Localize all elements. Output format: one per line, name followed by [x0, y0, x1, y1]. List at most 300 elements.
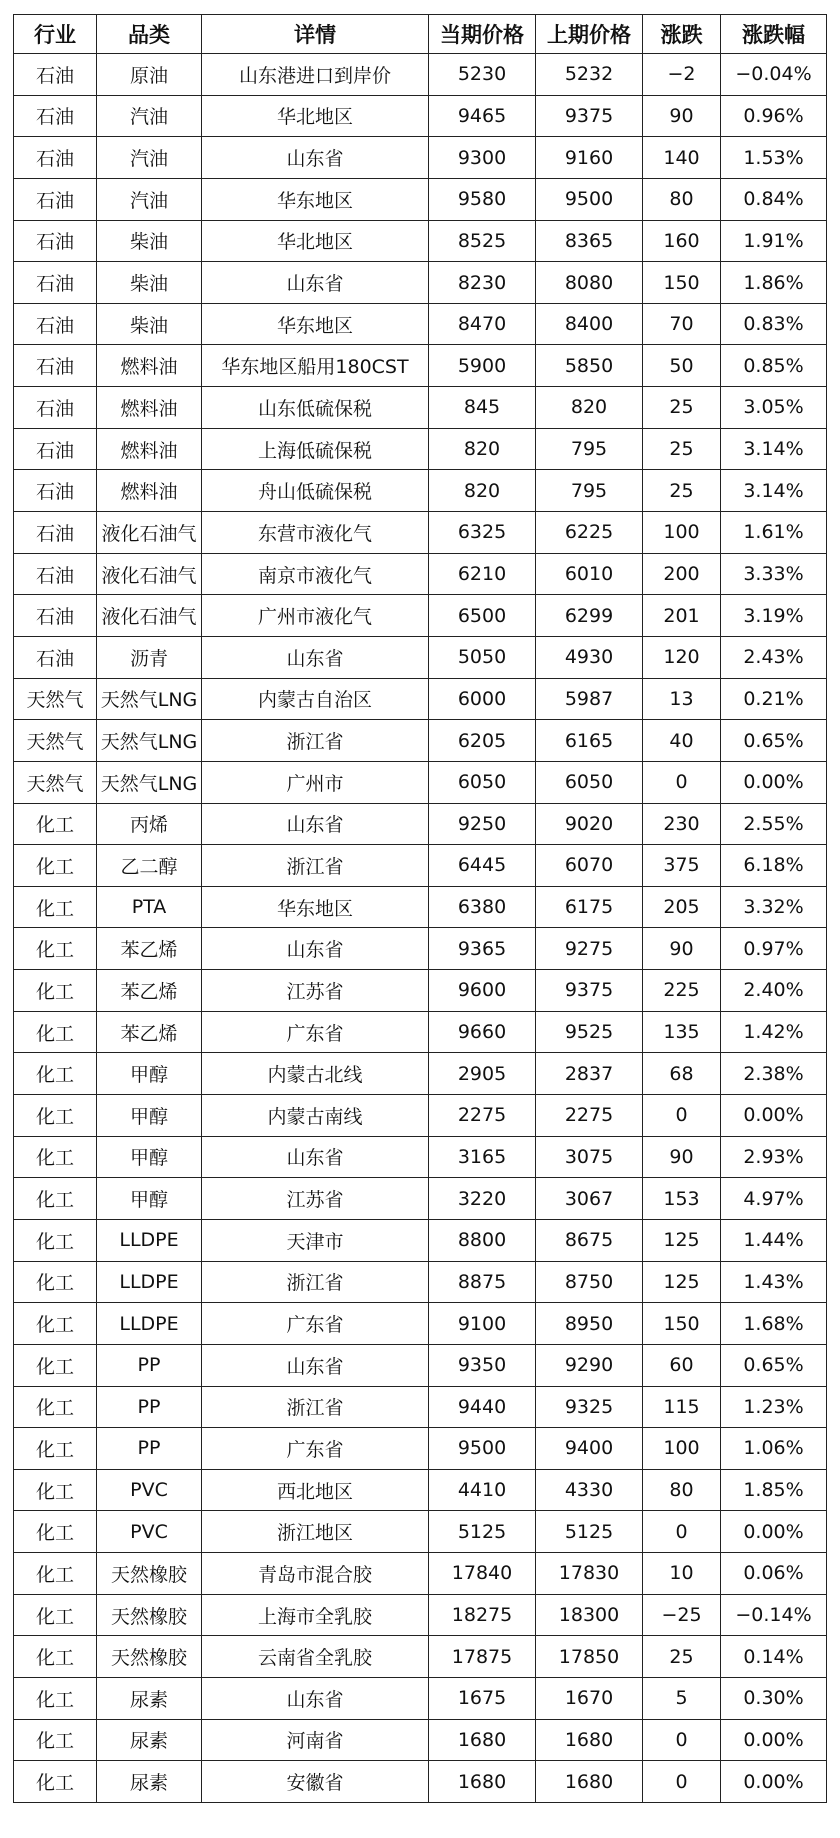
cell-industry: 天然气: [14, 678, 97, 720]
cell-current-price: 6445: [429, 845, 536, 887]
cell-current-price: 6500: [429, 595, 536, 637]
cell-category: 乙二醇: [97, 845, 202, 887]
table-row: [14, 220, 827, 262]
cell-previous-price: 1680: [536, 1761, 643, 1803]
cell-category: 天然气LNG: [97, 678, 202, 720]
cell-detail: 浙江地区: [202, 1511, 429, 1553]
cell-previous-price: 3075: [536, 1136, 643, 1178]
cell-industry: 化工: [14, 1344, 97, 1386]
cell-industry: 石油: [14, 137, 97, 179]
cell-category: 柴油: [97, 303, 202, 345]
header-industry: 行业: [14, 15, 97, 54]
cell-detail: 山东省: [202, 137, 429, 179]
table-row: [14, 1386, 827, 1428]
cell-change: 50: [643, 345, 721, 387]
cell-change: 80: [643, 1469, 721, 1511]
cell-previous-price: 9325: [536, 1386, 643, 1428]
table-row: [14, 761, 827, 803]
cell-change: 100: [643, 512, 721, 554]
cell-category: 甲醇: [97, 1095, 202, 1137]
cell-change-percent: 2.38%: [721, 1053, 827, 1095]
cell-category: PVC: [97, 1511, 202, 1553]
cell-industry: 石油: [14, 303, 97, 345]
cell-change-percent: 3.14%: [721, 428, 827, 470]
cell-previous-price: 9375: [536, 970, 643, 1012]
cell-change: 375: [643, 845, 721, 887]
cell-category: 苯乙烯: [97, 970, 202, 1012]
cell-industry: 石油: [14, 512, 97, 554]
cell-change: 205: [643, 886, 721, 928]
cell-previous-price: 5232: [536, 54, 643, 96]
cell-industry: 化工: [14, 1719, 97, 1761]
cell-category: 尿素: [97, 1719, 202, 1761]
cell-current-price: 820: [429, 470, 536, 512]
table-row: [14, 720, 827, 762]
cell-previous-price: 4930: [536, 636, 643, 678]
cell-industry: 化工: [14, 1469, 97, 1511]
cell-category: 汽油: [97, 137, 202, 179]
cell-detail: 山东省: [202, 1677, 429, 1719]
cell-detail: 广东省: [202, 1303, 429, 1345]
table-row: [14, 1428, 827, 1470]
table-row: [14, 553, 827, 595]
cell-category: 丙烯: [97, 803, 202, 845]
cell-change: 25: [643, 470, 721, 512]
header-current-price: 当期价格: [429, 15, 536, 54]
table-row: [14, 428, 827, 470]
table-row: [14, 845, 827, 887]
cell-change: 125: [643, 1261, 721, 1303]
cell-category: 天然橡胶: [97, 1553, 202, 1595]
cell-current-price: 6050: [429, 761, 536, 803]
table-row: [14, 1511, 827, 1553]
cell-change: 230: [643, 803, 721, 845]
cell-current-price: 18275: [429, 1594, 536, 1636]
table-row: [14, 1594, 827, 1636]
cell-current-price: 8230: [429, 262, 536, 304]
cell-change-percent: 0.06%: [721, 1553, 827, 1595]
header-previous-price: 上期价格: [536, 15, 643, 54]
cell-industry: 化工: [14, 1511, 97, 1553]
cell-change: 60: [643, 1344, 721, 1386]
table-row: [14, 1636, 827, 1678]
table-row: [14, 1261, 827, 1303]
cell-category: 液化石油气: [97, 595, 202, 637]
cell-change: 25: [643, 428, 721, 470]
table-row: [14, 95, 827, 137]
cell-category: PTA: [97, 886, 202, 928]
cell-detail: 山东低硫保税: [202, 387, 429, 429]
cell-previous-price: 8675: [536, 1219, 643, 1261]
cell-change-percent: 1.86%: [721, 262, 827, 304]
cell-industry: 化工: [14, 1636, 97, 1678]
cell-current-price: 5125: [429, 1511, 536, 1553]
price-table: [13, 14, 827, 1803]
table-row: [14, 1553, 827, 1595]
table-body: [14, 54, 827, 1803]
cell-change-percent: 1.53%: [721, 137, 827, 179]
cell-current-price: 1675: [429, 1677, 536, 1719]
cell-industry: 化工: [14, 1095, 97, 1137]
cell-category: LLDPE: [97, 1219, 202, 1261]
cell-industry: 石油: [14, 636, 97, 678]
table-row: [14, 345, 827, 387]
cell-change-percent: 0.00%: [721, 1719, 827, 1761]
cell-detail: 华北地区: [202, 220, 429, 262]
cell-change-percent: 1.68%: [721, 1303, 827, 1345]
cell-change: 5: [643, 1677, 721, 1719]
cell-industry: 化工: [14, 886, 97, 928]
cell-current-price: 8470: [429, 303, 536, 345]
cell-category: 苯乙烯: [97, 928, 202, 970]
cell-industry: 石油: [14, 553, 97, 595]
cell-previous-price: 6175: [536, 886, 643, 928]
cell-industry: 石油: [14, 387, 97, 429]
cell-previous-price: 820: [536, 387, 643, 429]
cell-category: 天然橡胶: [97, 1636, 202, 1678]
cell-change: 140: [643, 137, 721, 179]
cell-change: 90: [643, 95, 721, 137]
cell-industry: 化工: [14, 1219, 97, 1261]
cell-change-percent: 0.00%: [721, 1761, 827, 1803]
cell-category: 柴油: [97, 220, 202, 262]
cell-current-price: 2905: [429, 1053, 536, 1095]
cell-current-price: 4410: [429, 1469, 536, 1511]
cell-change-percent: 3.33%: [721, 553, 827, 595]
cell-category: 甲醇: [97, 1136, 202, 1178]
cell-industry: 石油: [14, 262, 97, 304]
cell-previous-price: 3067: [536, 1178, 643, 1220]
cell-industry: 化工: [14, 1136, 97, 1178]
cell-detail: 广东省: [202, 1011, 429, 1053]
cell-category: 沥青: [97, 636, 202, 678]
cell-detail: 安徽省: [202, 1761, 429, 1803]
cell-detail: 浙江省: [202, 1386, 429, 1428]
cell-previous-price: 6165: [536, 720, 643, 762]
cell-industry: 化工: [14, 845, 97, 887]
cell-industry: 化工: [14, 1761, 97, 1803]
cell-change-percent: 2.93%: [721, 1136, 827, 1178]
cell-previous-price: 4330: [536, 1469, 643, 1511]
cell-change-percent: −0.14%: [721, 1594, 827, 1636]
cell-previous-price: 5850: [536, 345, 643, 387]
cell-industry: 天然气: [14, 761, 97, 803]
cell-detail: 华东地区船用180CST: [202, 345, 429, 387]
cell-detail: 山东省: [202, 636, 429, 678]
cell-previous-price: 6299: [536, 595, 643, 637]
cell-current-price: 9100: [429, 1303, 536, 1345]
cell-change: −25: [643, 1594, 721, 1636]
cell-change: 90: [643, 1136, 721, 1178]
cell-previous-price: 6010: [536, 553, 643, 595]
cell-previous-price: 8950: [536, 1303, 643, 1345]
cell-previous-price: 8750: [536, 1261, 643, 1303]
table-row: [14, 470, 827, 512]
cell-current-price: 17840: [429, 1553, 536, 1595]
cell-category: 燃料油: [97, 428, 202, 470]
cell-category: PP: [97, 1344, 202, 1386]
cell-change-percent: 0.00%: [721, 1095, 827, 1137]
cell-change: 160: [643, 220, 721, 262]
cell-current-price: 5230: [429, 54, 536, 96]
cell-detail: 内蒙古自治区: [202, 678, 429, 720]
cell-previous-price: 6225: [536, 512, 643, 554]
cell-previous-price: 9290: [536, 1344, 643, 1386]
cell-change-percent: 1.61%: [721, 512, 827, 554]
cell-detail: 广州市: [202, 761, 429, 803]
cell-change: 120: [643, 636, 721, 678]
table-row: [14, 1178, 827, 1220]
cell-industry: 化工: [14, 1178, 97, 1220]
cell-change: 150: [643, 262, 721, 304]
cell-category: 尿素: [97, 1677, 202, 1719]
cell-detail: 山东省: [202, 262, 429, 304]
table-row: [14, 262, 827, 304]
cell-category: 液化石油气: [97, 512, 202, 554]
cell-current-price: 6380: [429, 886, 536, 928]
table-row: [14, 1761, 827, 1803]
table-row: [14, 303, 827, 345]
cell-category: 甲醇: [97, 1178, 202, 1220]
cell-previous-price: 6070: [536, 845, 643, 887]
cell-change-percent: 2.40%: [721, 970, 827, 1012]
cell-industry: 化工: [14, 1553, 97, 1595]
table-row: [14, 803, 827, 845]
cell-change: 25: [643, 387, 721, 429]
cell-industry: 化工: [14, 1677, 97, 1719]
cell-category: 天然橡胶: [97, 1594, 202, 1636]
cell-detail: 南京市液化气: [202, 553, 429, 595]
cell-change: 10: [643, 1553, 721, 1595]
cell-current-price: 9660: [429, 1011, 536, 1053]
cell-category: 原油: [97, 54, 202, 96]
cell-current-price: 845: [429, 387, 536, 429]
header-change: 涨跌: [643, 15, 721, 54]
cell-change: 125: [643, 1219, 721, 1261]
cell-category: 燃料油: [97, 345, 202, 387]
cell-change: 90: [643, 928, 721, 970]
cell-category: LLDPE: [97, 1261, 202, 1303]
cell-change-percent: 0.00%: [721, 761, 827, 803]
cell-category: 液化石油气: [97, 553, 202, 595]
cell-current-price: 8875: [429, 1261, 536, 1303]
cell-previous-price: 2275: [536, 1095, 643, 1137]
cell-current-price: 8800: [429, 1219, 536, 1261]
cell-industry: 石油: [14, 178, 97, 220]
cell-change-percent: 2.43%: [721, 636, 827, 678]
table-row: [14, 970, 827, 1012]
table-row: [14, 512, 827, 554]
cell-current-price: 9300: [429, 137, 536, 179]
cell-current-price: 9440: [429, 1386, 536, 1428]
cell-current-price: 6000: [429, 678, 536, 720]
cell-change: 13: [643, 678, 721, 720]
cell-industry: 化工: [14, 1428, 97, 1470]
cell-change-percent: 1.44%: [721, 1219, 827, 1261]
cell-change-percent: 1.91%: [721, 220, 827, 262]
cell-change-percent: 0.00%: [721, 1511, 827, 1553]
cell-industry: 化工: [14, 1011, 97, 1053]
table-row: [14, 387, 827, 429]
header-row: [14, 15, 827, 54]
cell-change: 201: [643, 595, 721, 637]
cell-current-price: 5900: [429, 345, 536, 387]
cell-previous-price: 2837: [536, 1053, 643, 1095]
cell-detail: 内蒙古北线: [202, 1053, 429, 1095]
cell-category: PP: [97, 1428, 202, 1470]
cell-previous-price: 8365: [536, 220, 643, 262]
cell-current-price: 3165: [429, 1136, 536, 1178]
cell-change: 70: [643, 303, 721, 345]
cell-change: 0: [643, 1719, 721, 1761]
cell-change-percent: 3.05%: [721, 387, 827, 429]
cell-change: 115: [643, 1386, 721, 1428]
cell-industry: 石油: [14, 54, 97, 96]
cell-detail: 内蒙古南线: [202, 1095, 429, 1137]
cell-industry: 石油: [14, 595, 97, 637]
cell-current-price: 9600: [429, 970, 536, 1012]
cell-change: 135: [643, 1011, 721, 1053]
cell-previous-price: 9500: [536, 178, 643, 220]
cell-detail: 华东地区: [202, 178, 429, 220]
cell-category: 甲醇: [97, 1053, 202, 1095]
cell-category: 苯乙烯: [97, 1011, 202, 1053]
cell-change: 40: [643, 720, 721, 762]
cell-change-percent: 0.30%: [721, 1677, 827, 1719]
cell-change: 0: [643, 1095, 721, 1137]
cell-detail: 江苏省: [202, 970, 429, 1012]
cell-change: 100: [643, 1428, 721, 1470]
cell-detail: 江苏省: [202, 1178, 429, 1220]
table-row: [14, 1677, 827, 1719]
cell-industry: 石油: [14, 220, 97, 262]
cell-change-percent: 6.18%: [721, 845, 827, 887]
table-row: [14, 137, 827, 179]
cell-previous-price: 795: [536, 428, 643, 470]
table-row: [14, 636, 827, 678]
cell-current-price: 9365: [429, 928, 536, 970]
cell-change-percent: 0.21%: [721, 678, 827, 720]
cell-previous-price: 9375: [536, 95, 643, 137]
cell-change: 225: [643, 970, 721, 1012]
table-row: [14, 1303, 827, 1345]
price-table-container: [13, 14, 826, 1803]
header-category: 品类: [97, 15, 202, 54]
cell-detail: 华北地区: [202, 95, 429, 137]
cell-detail: 山东省: [202, 1344, 429, 1386]
cell-previous-price: 1680: [536, 1719, 643, 1761]
cell-current-price: 1680: [429, 1761, 536, 1803]
cell-detail: 浙江省: [202, 720, 429, 762]
cell-previous-price: 795: [536, 470, 643, 512]
cell-detail: 青岛市混合胶: [202, 1553, 429, 1595]
cell-change-percent: 0.65%: [721, 1344, 827, 1386]
cell-previous-price: 1670: [536, 1677, 643, 1719]
cell-detail: 山东港进口到岸价: [202, 54, 429, 96]
cell-change-percent: 0.83%: [721, 303, 827, 345]
cell-current-price: 9580: [429, 178, 536, 220]
cell-change: 80: [643, 178, 721, 220]
cell-category: PVC: [97, 1469, 202, 1511]
table-row: [14, 1344, 827, 1386]
cell-detail: 云南省全乳胶: [202, 1636, 429, 1678]
cell-industry: 化工: [14, 1303, 97, 1345]
table-row: [14, 1136, 827, 1178]
cell-industry: 石油: [14, 428, 97, 470]
table-row: [14, 595, 827, 637]
cell-detail: 河南省: [202, 1719, 429, 1761]
cell-previous-price: 5987: [536, 678, 643, 720]
cell-industry: 化工: [14, 803, 97, 845]
cell-detail: 华东地区: [202, 886, 429, 928]
cell-industry: 天然气: [14, 720, 97, 762]
cell-change-percent: 0.14%: [721, 1636, 827, 1678]
cell-detail: 东营市液化气: [202, 512, 429, 554]
cell-previous-price: 6050: [536, 761, 643, 803]
table-row: [14, 928, 827, 970]
cell-current-price: 820: [429, 428, 536, 470]
cell-previous-price: 9400: [536, 1428, 643, 1470]
cell-detail: 浙江省: [202, 845, 429, 887]
cell-current-price: 9250: [429, 803, 536, 845]
cell-change: −2: [643, 54, 721, 96]
cell-detail: 天津市: [202, 1219, 429, 1261]
table-row: [14, 1219, 827, 1261]
cell-industry: 化工: [14, 1386, 97, 1428]
table-row: [14, 1719, 827, 1761]
cell-change-percent: 0.85%: [721, 345, 827, 387]
cell-detail: 山东省: [202, 803, 429, 845]
cell-change-percent: 2.55%: [721, 803, 827, 845]
cell-change-percent: 0.65%: [721, 720, 827, 762]
cell-change: 68: [643, 1053, 721, 1095]
cell-current-price: 6325: [429, 512, 536, 554]
table-row: [14, 54, 827, 96]
cell-category: 天然气LNG: [97, 720, 202, 762]
cell-current-price: 9350: [429, 1344, 536, 1386]
cell-detail: 广东省: [202, 1428, 429, 1470]
cell-previous-price: 18300: [536, 1594, 643, 1636]
cell-change: 0: [643, 1511, 721, 1553]
cell-detail: 西北地区: [202, 1469, 429, 1511]
cell-change-percent: 1.23%: [721, 1386, 827, 1428]
cell-current-price: 9500: [429, 1428, 536, 1470]
table-row: [14, 678, 827, 720]
cell-previous-price: 17850: [536, 1636, 643, 1678]
cell-industry: 石油: [14, 470, 97, 512]
cell-current-price: 1680: [429, 1719, 536, 1761]
cell-current-price: 3220: [429, 1178, 536, 1220]
cell-industry: 化工: [14, 1261, 97, 1303]
cell-industry: 石油: [14, 95, 97, 137]
cell-category: LLDPE: [97, 1303, 202, 1345]
cell-current-price: 6205: [429, 720, 536, 762]
cell-previous-price: 9160: [536, 137, 643, 179]
cell-category: 柴油: [97, 262, 202, 304]
cell-industry: 化工: [14, 1594, 97, 1636]
cell-detail: 浙江省: [202, 1261, 429, 1303]
cell-change-percent: 3.32%: [721, 886, 827, 928]
table-row: [14, 1095, 827, 1137]
header-detail: 详情: [202, 15, 429, 54]
cell-industry: 石油: [14, 345, 97, 387]
table-row: [14, 886, 827, 928]
cell-detail: 山东省: [202, 1136, 429, 1178]
cell-industry: 化工: [14, 970, 97, 1012]
cell-detail: 广州市液化气: [202, 595, 429, 637]
cell-previous-price: 9020: [536, 803, 643, 845]
cell-detail: 华东地区: [202, 303, 429, 345]
